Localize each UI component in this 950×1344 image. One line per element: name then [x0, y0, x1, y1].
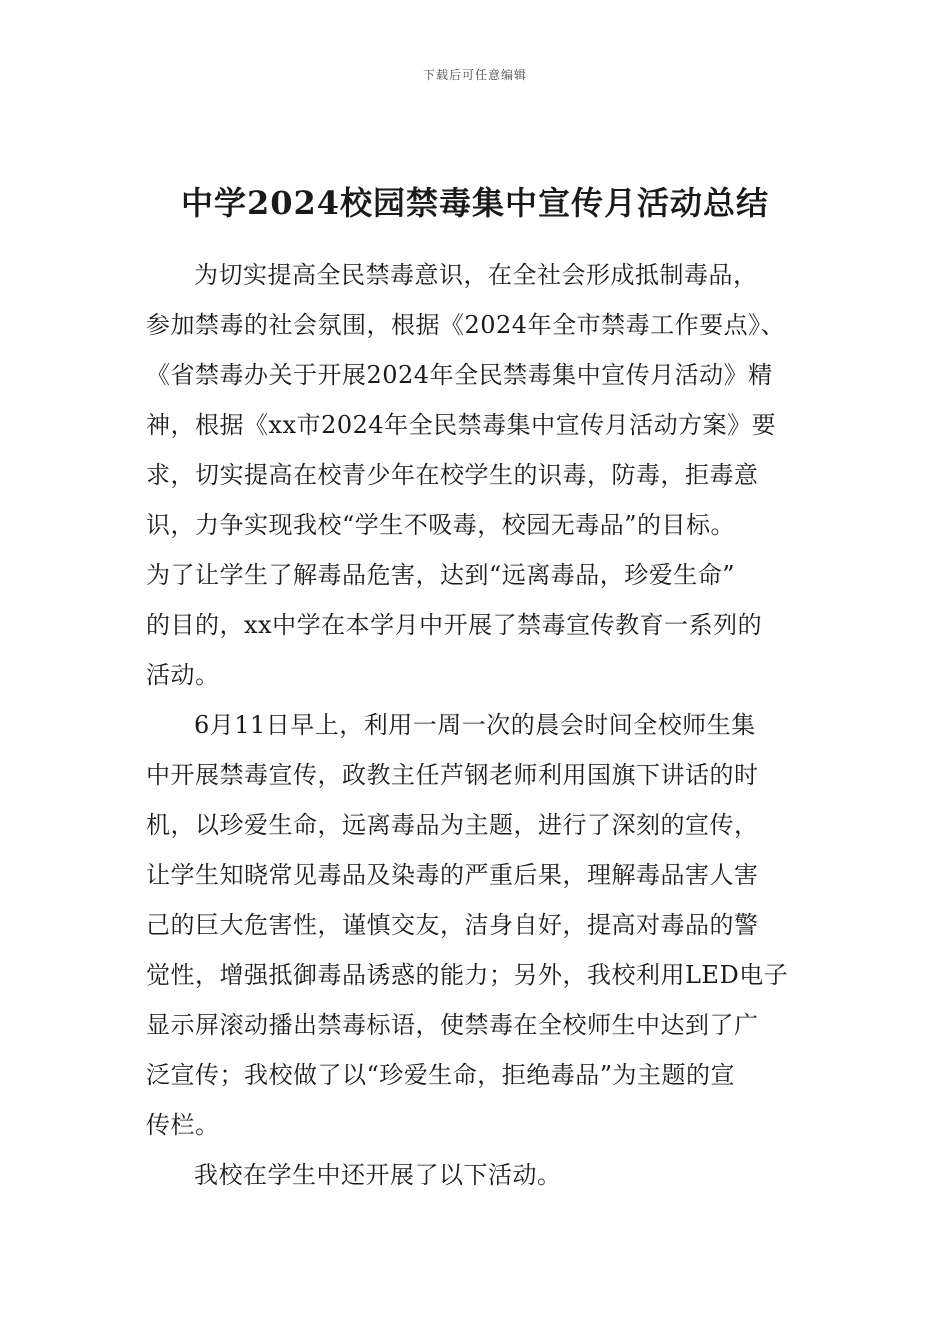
- paragraph-line: 的目的，xx中学在本学月中开展了禁毒宣传教育一系列的: [146, 611, 763, 639]
- paragraph-line: 为切实提高全民禁毒意识，在全社会形成抵制毒品，: [194, 261, 758, 289]
- paragraph-line: 6月11日早上，利用一周一次的晨会时间全校师生集: [194, 711, 756, 739]
- paragraph-line: 己的巨大危害性，谨慎交友，洁身自好，提高对毒品的警: [146, 911, 759, 939]
- paragraph-line: 显示屏滚动播出禁毒标语，使禁毒在全校师生中达到了广: [146, 1011, 759, 1039]
- paragraph-line: 机，以珍爱生命，远离毒品为主题，进行了深刻的宣传，: [146, 811, 759, 839]
- document-title: 中学2024校园禁毒集中宣传月活动总结: [180, 184, 770, 222]
- paragraph-line: 活动。: [146, 661, 220, 689]
- paragraph-line: 为了让学生了解毒品危害，达到“远离毒品，珍爱生命”: [146, 561, 736, 589]
- document-body: [146, 250, 810, 1200]
- paragraph-line: 传栏。: [146, 1111, 220, 1139]
- paragraph-line: 求，切实提高在校青少年在校学生的识毒，防毒，拒毒意: [146, 461, 759, 489]
- paragraph-line: 觉性，增强抵御毒品诱惑的能力；另外，我校利用LED电子: [146, 961, 789, 989]
- paragraph-line: 让学生知晓常见毒品及染毒的严重后果，理解毒品害人害: [146, 861, 759, 889]
- paragraph-line: 《省禁毒办关于开展2024年全民禁毒集中宣传月活动》精: [146, 361, 773, 389]
- paragraph-line: 中开展禁毒宣传，政教主任芦钢老师利用国旗下讲话的时: [146, 761, 759, 789]
- paragraph-line: 泛宣传；我校做了以“珍爱生命，拒绝毒品”为主题的宣: [146, 1061, 736, 1089]
- paragraph-line: 我校在学生中还开展了以下活动。: [194, 1161, 562, 1189]
- paragraph-line: 参加禁毒的社会氛围，根据《2024年全市禁毒工作要点》、: [146, 311, 786, 339]
- paragraph-line: 神，根据《xx市2024年全民禁毒集中宣传月活动方案》要: [146, 411, 777, 439]
- header-note: 下载后可任意编辑: [422, 68, 527, 82]
- paragraph-line: 识，力争实现我校“学生不吸毒，校园无毒品”的目标。: [146, 511, 736, 539]
